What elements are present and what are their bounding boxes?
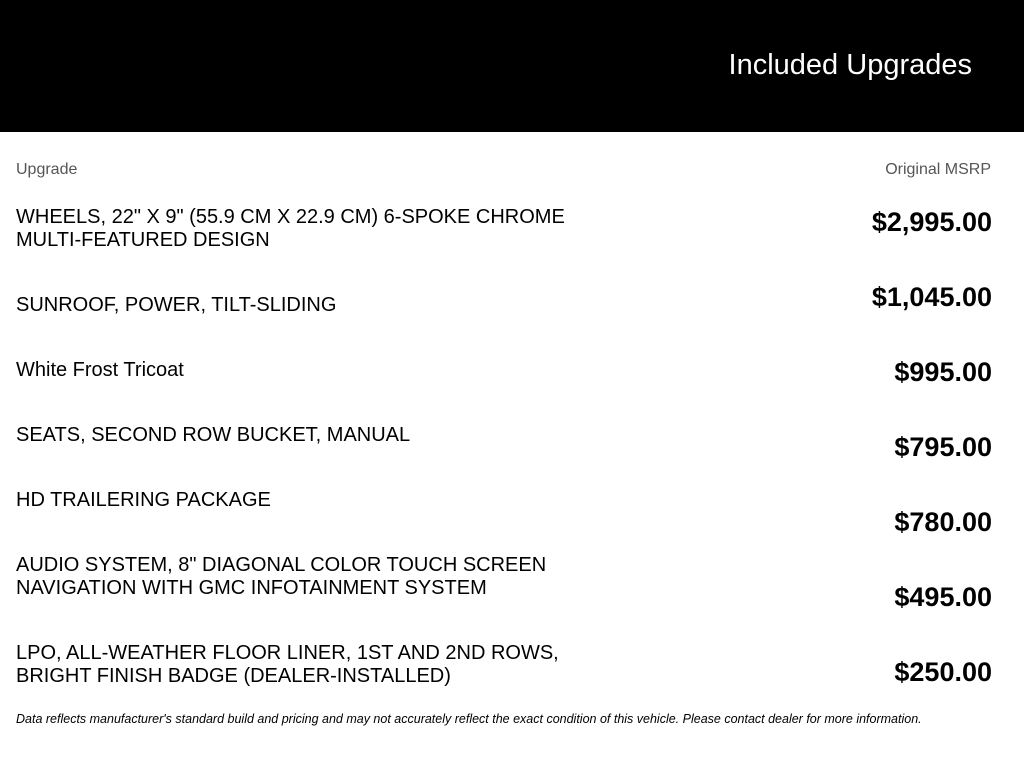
upgrade-name: SUNROOF, POWER, TILT-SLIDING	[16, 294, 337, 316]
upgrade-name: LPO, ALL-WEATHER FLOOR LINER, 1ST AND 2ND ROWS, BRIGHT FINISH BADGE (DEALER-INSTALLED)	[16, 642, 559, 687]
upgrade-name: AUDIO SYSTEM, 8" DIAGONAL COLOR TOUCH SCREEN NAVIGATION WITH GMC INFOTAINMENT SYSTEM	[16, 554, 547, 599]
disclaimer-text: Data reflects manufacturer's standard build and pricing and may not accurately reflect the exact condition of this vehicle. Please contact dealer for more information.	[16, 712, 922, 726]
upgrade-name: WHEELS, 22" X 9" (55.9 CM X 22.9 CM) 6-SPOKE CHROME MULTI-FEATURED DESIGN	[16, 206, 565, 251]
header-banner	[0, 0, 1024, 132]
upgrade-price: $250.00	[894, 657, 992, 687]
upgrade-price: $1,045.00	[871, 282, 992, 312]
upgrade-price: $995.00	[894, 357, 992, 387]
upgrade-name: HD TRAILERING PACKAGE	[16, 489, 271, 511]
upgrade-column-header: Upgrade	[16, 161, 78, 178]
msrp-column-header: Original MSRP	[885, 161, 991, 178]
upgrade-price: $495.00	[894, 582, 992, 612]
page-title: Included Upgrades	[728, 49, 972, 81]
upgrade-name: SEATS, SECOND ROW BUCKET, MANUAL	[16, 424, 411, 446]
upgrade-name: White Frost Tricoat	[16, 359, 184, 381]
upgrade-price: $2,995.00	[871, 207, 992, 237]
upgrade-price: $795.00	[894, 432, 992, 462]
upgrade-price: $780.00	[894, 507, 992, 537]
